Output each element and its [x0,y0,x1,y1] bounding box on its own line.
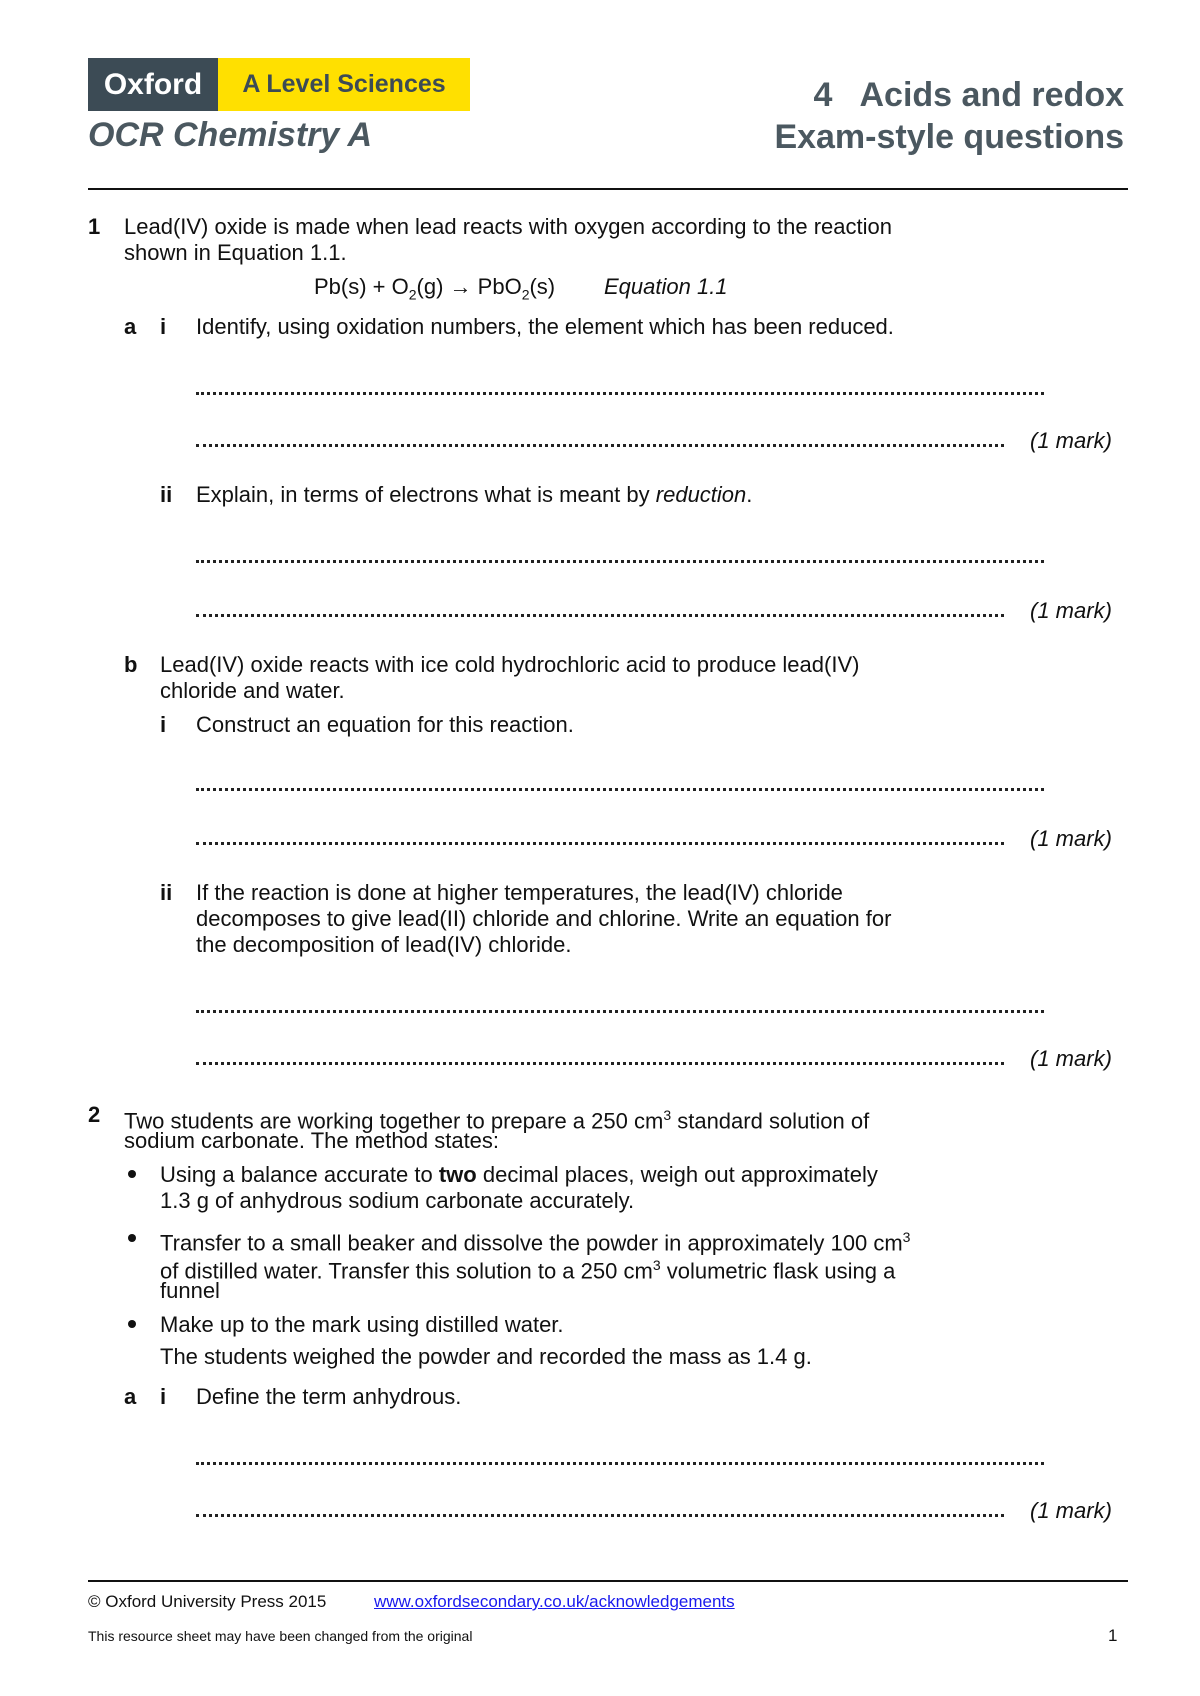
mark-allocation: (1 mark) [1030,1498,1112,1523]
question-text: decomposes to give lead(II) chloride and chlorine. Write an equation for [196,906,892,931]
question-number: 2 [88,1102,101,1127]
method-step: of distilled water. Transfer this solution to a 250 $cm^3$ volumetric flask using a [160,1257,896,1284]
method-step: Make up to the mark using distilled water. [160,1312,564,1337]
bullet-point [128,1320,136,1328]
mark-allocation: (1 mark) [1030,826,1112,851]
question-text: the decomposition of lead(IV) chloride. [196,932,572,957]
equation-label: Equation 1.1 [604,274,728,299]
chapter-heading [774,74,1124,158]
question-number: 1 [88,214,101,239]
question-text: The students weighed the powder and recorded the mass as 1.4 g. [160,1344,812,1369]
question-text: Lead(IV) oxide is made when lead reacts with oxygen according to the reaction [124,214,892,239]
question-text: Construct an equation for this reaction. [196,712,574,737]
answer-line[interactable] [196,842,1004,845]
question-text: Define the term anhydrous. [196,1384,462,1409]
question-text: Lead(IV) oxide reacts with ice cold hydrochloric acid to produce lead(IV) [160,652,860,677]
answer-line[interactable] [196,392,1044,395]
page-number: 1 [1108,1626,1118,1645]
section-title: Exam-style questions [774,118,1124,156]
subpart-label: ii [160,482,173,507]
subpart-label: ii [160,880,173,905]
answer-line[interactable] [196,614,1004,617]
question-text: sodium carbonate. The method states: [124,1128,500,1153]
chemical-equation: $Pb(s) + O_2(g) \to PbO_2(s)$ [314,274,556,303]
method-step: Transfer to a small beaker and dissolve the powder in approximately 100 $cm^3$ [160,1229,911,1256]
answer-line[interactable] [196,1462,1044,1465]
answer-line[interactable] [196,788,1044,791]
question-text: chloride and water. [160,678,345,703]
question-text: If the reaction is done at higher temperatures, the lead(IV) chloride [196,880,843,905]
part-label: a [124,314,137,339]
footer-rule [88,1580,1128,1582]
answer-line[interactable] [196,560,1044,563]
chapter-title: 4 Acids and redox [813,76,1124,114]
part-label: b [124,652,138,677]
subpart-label: i [160,314,167,339]
part-label: a [124,1384,137,1409]
answer-line[interactable] [196,444,1004,447]
subpart-label: i [160,712,167,737]
question-text: Explain, in terms of electrons what is meant by reduction. [196,482,753,507]
answer-line[interactable] [196,1062,1004,1065]
answer-line[interactable] [196,1514,1004,1517]
method-step: funnel [160,1278,220,1303]
series-logo: A Level Sciences [218,58,470,111]
mark-allocation: (1 mark) [1030,1046,1112,1071]
header-rule [88,188,1128,190]
course-title: OCR Chemistry A [88,116,373,154]
question-text: Identify, using oxidation numbers, the element which has been reduced. [196,314,894,339]
bullet-point [128,1234,136,1242]
mark-allocation: (1 mark) [1030,598,1112,623]
acknowledgements-link[interactable]: www.oxfordsecondary.co.uk/acknowledgements [374,1592,735,1611]
bullet-point [128,1170,136,1178]
copyright-notice: © Oxford University Press 2015 [88,1592,327,1611]
subpart-label: i [160,1384,167,1409]
method-step: Using a balance accurate to two decimal places, weigh out approximately [160,1162,878,1187]
answer-line[interactable] [196,1010,1044,1013]
mark-allocation: (1 mark) [1030,428,1112,453]
method-step: 1.3 g of anhydrous sodium carbonate accurately. [160,1188,635,1213]
oxford-logo: Oxford [88,58,218,111]
disclaimer: This resource sheet may have been changed from the original [88,1628,473,1644]
question-text: Two students are working together to prepare a 250 $cm^3$ standard solution of [124,1107,870,1134]
question-text: shown in Equation 1.1. [124,240,347,265]
